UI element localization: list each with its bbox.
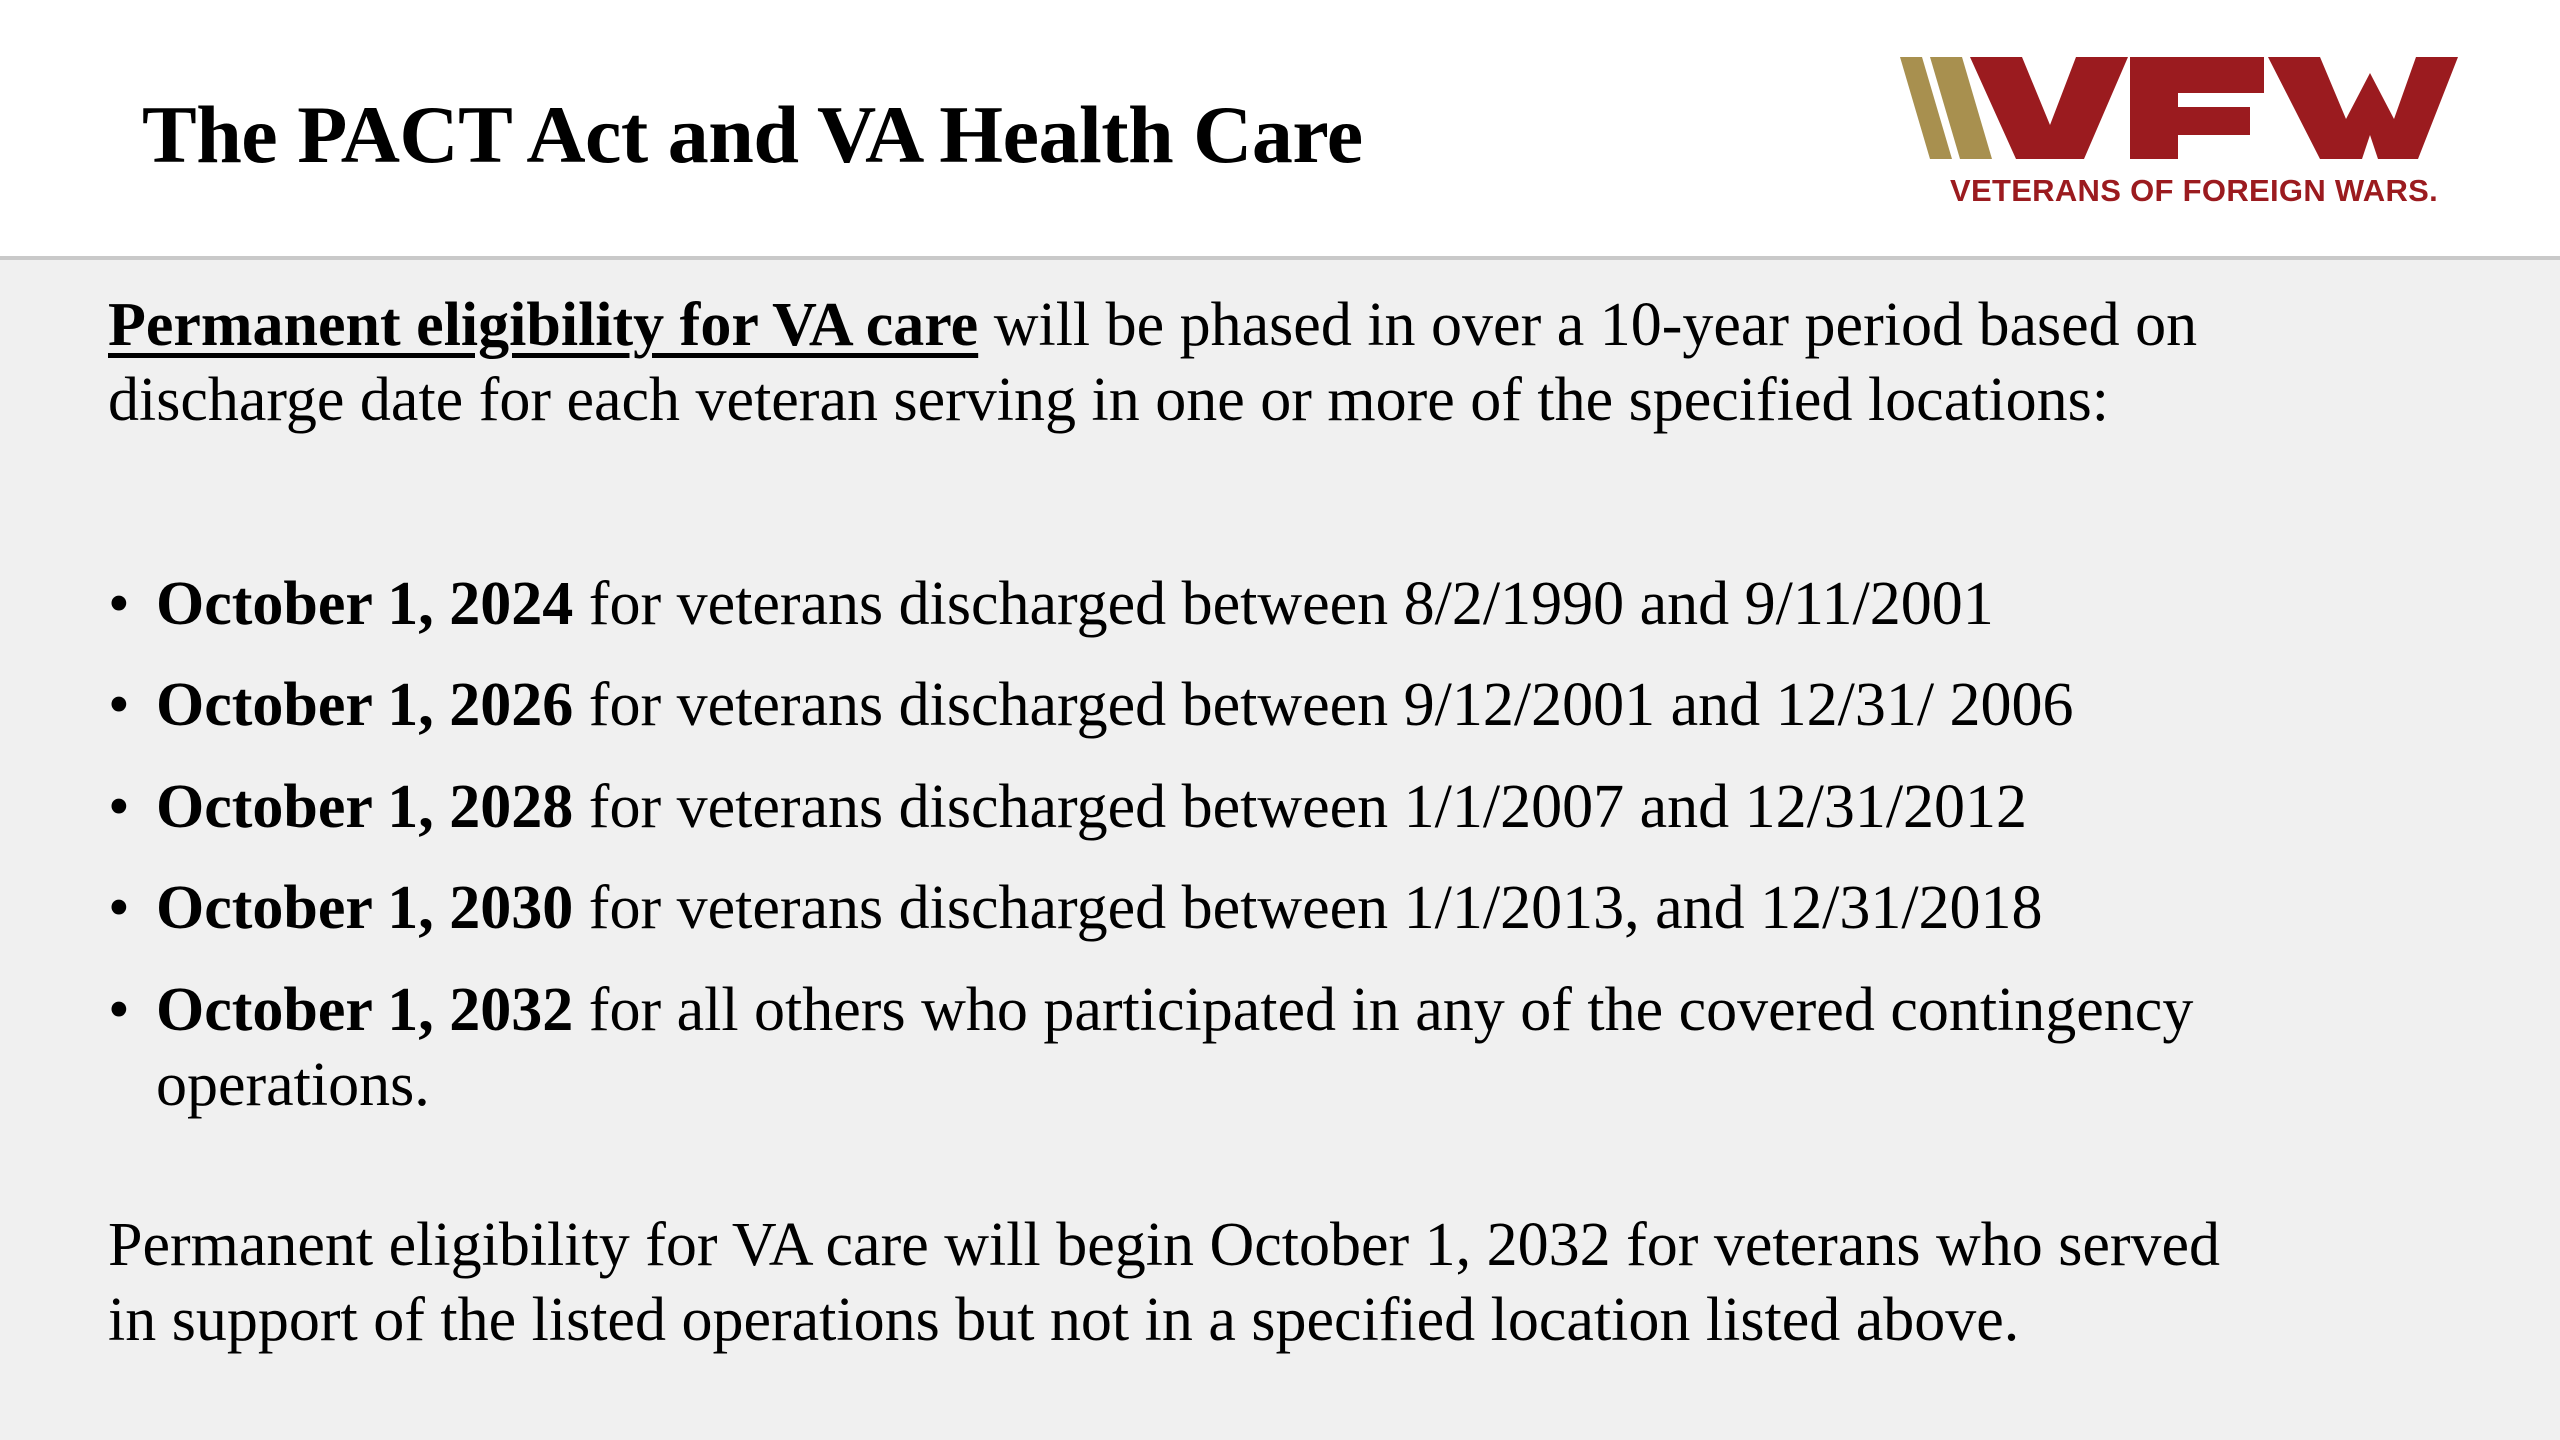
vfw-logo-mark-icon [1900, 55, 2460, 165]
list-item-text: for all others who participated in any of the covered contingency [573, 976, 2194, 1044]
intro-emphasis: Permanent eligibility for VA care [108, 291, 979, 359]
bullet-icon: • [108, 773, 130, 841]
list-item-text: for veterans discharged between 1/1/2007 and 12/31/2012 [573, 773, 2028, 841]
list-item-date: October 1, 2026 [156, 671, 574, 739]
intro-text: will be phased in over a 10-year period based on [978, 291, 2198, 359]
slide-header [0, 0, 2560, 260]
vfw-logo [1900, 55, 2460, 215]
bullet-icon: • [108, 874, 130, 942]
list-item-text: for veterans discharged between 8/2/1990 and 9/11/2001 [573, 570, 1994, 638]
vfw-logo-subtitle: VETERANS OF FOREIGN WARS. [1950, 173, 2439, 208]
list-item [156, 570, 1994, 638]
list-item-date: October 1, 2030 [156, 874, 574, 942]
list-item [156, 671, 2074, 739]
list-item-text: for veterans discharged between 9/12/2001 and 12/31/ 2006 [573, 671, 2074, 739]
intro-line-2: discharge date for each veteran serving in one or more of the specified locations: [108, 366, 2110, 434]
list-item-text: for veterans discharged between 1/1/2013, and 12/31/2018 [573, 874, 2043, 942]
bullet-icon: • [108, 570, 130, 638]
list-item-date: October 1, 2024 [156, 570, 574, 638]
list-item [156, 874, 2043, 942]
list-item [156, 773, 2028, 841]
bullet-icon: • [108, 671, 130, 739]
list-item-continuation: operations. [156, 1051, 430, 1119]
list-item [156, 976, 2194, 1044]
slide-title: The PACT Act and VA Health Care [142, 89, 1363, 180]
closing-line-2: in support of the listed operations but not in a specified location listed above. [108, 1286, 2020, 1354]
bullet-icon: • [108, 976, 130, 1044]
list-item-date: October 1, 2032 [156, 976, 574, 1044]
intro-line-1 [108, 291, 2198, 359]
closing-line-1: Permanent eligibility for VA care will begin October 1, 2032 for veterans who served [108, 1211, 2221, 1279]
list-item-date: October 1, 2028 [156, 773, 574, 841]
